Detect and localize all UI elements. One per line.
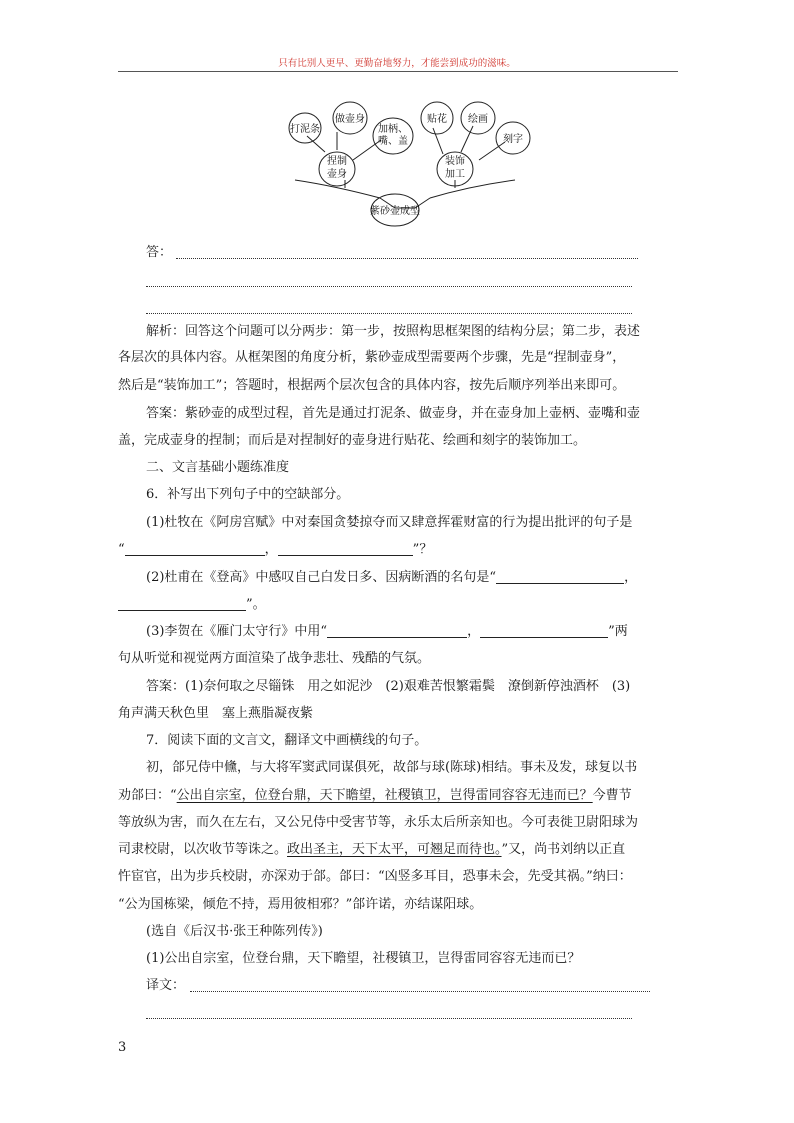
q7-sub1: (1)公出自宗室，位登台鼎，天下瞻望，社稷镇卫，岂得雷同容容无违而已？ bbox=[146, 951, 581, 966]
analysis-line-2: 各层次的具体内容。从框架图的角度分析，紫砂壶成型需要两个步骤，先是“捏制壶身”， bbox=[118, 350, 626, 365]
diagram-root-label: 紫砂壶成型 bbox=[370, 206, 420, 217]
header-rule bbox=[118, 71, 678, 72]
fill-blank[interactable] bbox=[480, 623, 608, 638]
underlined-sentence-1: 公出自宗室，位登台鼎，天下瞻望，社稷镇卫，岂得雷同容容无违而已？ bbox=[176, 788, 593, 803]
q6-answer-line2: 角声满天秋色里 塞上燕脂凝夜紫 bbox=[118, 706, 314, 721]
q6-prompt: 6．补写出下列句子中的空缺部分。 bbox=[146, 487, 350, 502]
q7-passage-line1: 初，郃兄侍中儵，与大将军窦武同谋俱死，故郃与球(陈球)相结。事未及发，球复以书 bbox=[146, 760, 638, 775]
fill-blank[interactable] bbox=[278, 541, 413, 556]
answer-text-line-2: 盖，完成壶身的捏制；而后是对捏制好的壶身进行贴花、绘画和刻字的装饰加工。 bbox=[118, 433, 587, 448]
answer-line-1 bbox=[176, 258, 638, 259]
header-motto: 只有比别人更早、更勤奋地努力，才能尝到成功的滋味。 bbox=[278, 58, 516, 69]
q6-item1-line1: (1)杜牧在《阿房宫赋》中对秦国贪婪掠夺而又肆意挥霍财富的行为提出批评的句子是 bbox=[146, 515, 633, 530]
diagram-left-child-2: 做壶身 bbox=[335, 114, 365, 125]
section-title: 二、文言基础小题练准度 bbox=[146, 460, 290, 475]
answer-line-3 bbox=[146, 313, 632, 314]
translation-line-1 bbox=[190, 991, 650, 992]
fill-blank[interactable] bbox=[125, 541, 265, 556]
fill-blank[interactable] bbox=[327, 623, 467, 638]
q7-passage-line4: 司隶校尉，以次收节等诛之。政出圣主，天下太平，可翘足而待也。”又，尚书刘纳以正直 bbox=[118, 842, 626, 857]
q6-item3-line1: (3)李贺在《雁门太守行》中用“ ， ”两 bbox=[146, 624, 628, 639]
diagram-right-child-2: 绘画 bbox=[468, 114, 488, 125]
fill-blank[interactable] bbox=[118, 596, 246, 611]
answer-line-2 bbox=[146, 286, 632, 287]
diagram-right-child-3: 刻字 bbox=[503, 134, 523, 145]
answer-text-line-1: 答案：紫砂壶的成型过程，首先是通过打泥条、做壶身，并在壶身加上壶柄、壶嘴和壶 bbox=[146, 406, 641, 421]
translation-label: 译文： bbox=[146, 978, 186, 993]
q7-passage-line5: 忤宦官，出为步兵校尉，亦深劝于郃。郃曰：“凶竖多耳目，恐事未会，先受其祸。”纳曰： bbox=[118, 869, 632, 884]
framework-diagram bbox=[285, 98, 535, 228]
translation-line-2 bbox=[146, 1018, 632, 1019]
diagram-right-child-1: 贴花 bbox=[427, 114, 447, 125]
diagram-left-branch-label: 捏制壶身 bbox=[327, 156, 347, 180]
q6-item2-line1: (2)杜甫在《登高》中感叹自己白发日多、因病断酒的名句是“ ， bbox=[146, 570, 638, 585]
analysis-line-3: 然后是“装饰加工”；答题时，根据两个层次包含的具体内容，按先后顺序列举出来即可。 bbox=[118, 378, 626, 393]
q6-item1-blanks: “ ， ”？ bbox=[118, 542, 433, 557]
analysis-line-1: 解析：回答这个问题可以分两步：第一步，按照构思框架图的结构分层；第二步，表述 bbox=[146, 324, 641, 339]
q7-source: (选自《后汉书·张王种陈列传》) bbox=[146, 924, 323, 939]
q6-answer-line1: 答案：(1)奈何取之尽锱铢 用之如泥沙 (2)艰难苦恨繁霜鬓 潦倒新停浊酒杯 (3) bbox=[146, 679, 631, 694]
q7-passage-line6: “公为国栋梁，倾危不持，焉用彼相邪？”郃许诺，亦结谋阳球。 bbox=[118, 897, 483, 912]
q7-passage-line3: 等放纵为害，而久在左右，又公兄侍中受害节等，永乐太后所亲知也。今可表徙卫尉阳球为 bbox=[118, 815, 639, 830]
q6-item2-line2: ”。 bbox=[118, 595, 678, 615]
diagram-left-child-3: 加柄、嘴、盖 bbox=[378, 124, 408, 147]
fill-blank[interactable] bbox=[496, 569, 624, 584]
page-number: 3 bbox=[118, 1040, 127, 1055]
q6-item3-line2: 句从听觉和视觉两方面渲染了战争悲壮、残酷的气氛。 bbox=[118, 651, 431, 666]
q7-prompt: 7．阅读下面的文言文，翻译文中画横线的句子。 bbox=[146, 733, 428, 748]
underlined-sentence-2: 政出圣主，天下太平，可翘足而待也。 bbox=[287, 842, 502, 857]
diagram-left-child-1: 打泥条 bbox=[290, 124, 320, 135]
answer-label: 答： bbox=[146, 245, 173, 260]
diagram-right-branch-label: 装饰加工 bbox=[445, 156, 465, 180]
q7-passage-line2: 劝郃曰：“公出自宗室，位登台鼎，天下瞻望，社稷镇卫，岂得雷同容容无违而已？今曹节 bbox=[118, 788, 632, 803]
